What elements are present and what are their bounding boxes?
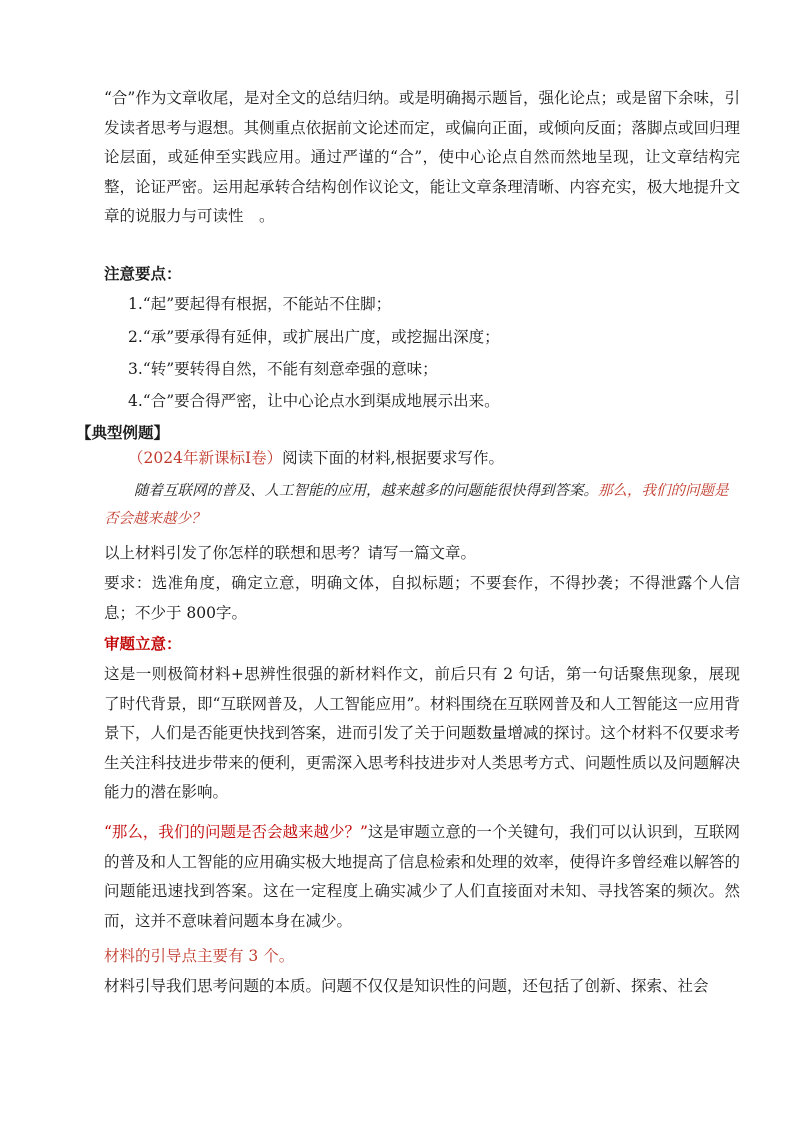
example-requirement	[104, 569, 740, 628]
note-item-3: 3.“转”要转得自然，不能有刻意牵强的意味；	[128, 360, 438, 378]
analysis-heading: 审题立意：	[104, 635, 182, 653]
note-item-2: 2.“承”要承得有延伸，或扩展出广度，或挖掘出深度；	[128, 328, 500, 346]
example-source: （2024年新课标Ⅰ卷）	[128, 449, 283, 467]
example-prompt-text: 以上材料引发了你怎样的联想和思考？请写一篇文章。	[104, 544, 477, 562]
note-item-4: 4.“合”要合得严密，让中心论点水到渠成地展示出来。	[128, 392, 500, 410]
example-material	[104, 477, 740, 533]
analysis-paragraph-1-text: 这是一则极简材料+思辨性很强的新材料作文，前后只有 2 句话，第一句话聚焦现象，展现了时代背景，即“互联网普及，人工智能应用”。材料围绕在互联网普及和人工智能这一应用背景下，人们是否能更快找到答案，进而引发了关于问题数量增减的探讨。这个材料不仅要求考生关注科技进步带来的便利，更需深入思考科技进步对人类思考方式、问题性质以及问题解决能力的潜在影响。	[104, 665, 740, 801]
notes-heading: 注意要点：	[104, 265, 182, 283]
analysis-paragraph-1	[104, 660, 740, 808]
analysis-paragraph-3	[104, 972, 740, 1002]
analysis-key-quote: “那么，我们的问题是否会越来越少？”	[104, 823, 368, 841]
paragraph-he-text: “合”作为文章收尾，是对全文的总结归纳。或是明确揭示题旨，强化论点；或是留下余味，引发读者思考与遐想。其侧重点依据前文论述而定，或偏向正面，或倾向反面；落脚点或回归理论层面，或延伸至实践应用。通过严谨的“合”，使中心论点自然而然地呈现，让文章结构完整，论证严密。运用起承转合结构创作议论文，能让文章条理清晰、内容充实，极大地提升文章的说服力与可读性 。	[104, 89, 740, 225]
example-heading: 【典型例题】	[76, 424, 170, 442]
paragraph-he	[104, 84, 740, 232]
material-main: 随着互联网的普及、人工智能的应用，越来越多的问题能很快得到答案。	[134, 483, 598, 499]
analysis-paragraph-2	[104, 818, 740, 936]
material-question: 那么，我们的问题是否会越来越少？	[104, 483, 729, 527]
analysis-paragraph-3-text: 材料引导我们思考问题的本质。问题不仅仅是知识性的问题，还包括了创新、探索、社会	[104, 977, 709, 995]
analysis-paragraph-2-text: 这是审题立意的一个关键句，我们可以认识到，互联网的普及和人工智能的应用确实极大地提高了信息检索和处理的效率，使得许多曾经难以解答的问题能迅速找到答案。这在一定程度上确实减少了人们直接面对未知、寻找答案的频次。然而，这并不意味着问题本身在减少。	[104, 823, 740, 930]
analysis-guide: 材料的引导点主要有 3 个。	[104, 947, 295, 965]
example-requirement-text: 要求：选准角度，确定立意，明确文体，自拟标题；不要套作，不得抄袭；不得泄露个人信息；不少于 800字。	[104, 574, 740, 622]
example-instruction: 阅读下面的材料,根据要求写作。	[282, 449, 505, 467]
example-instruction-line	[128, 444, 740, 474]
note-item-1: 1.“起”要起得有根据，不能站不住脚；	[128, 295, 392, 313]
example-prompt	[104, 539, 740, 569]
